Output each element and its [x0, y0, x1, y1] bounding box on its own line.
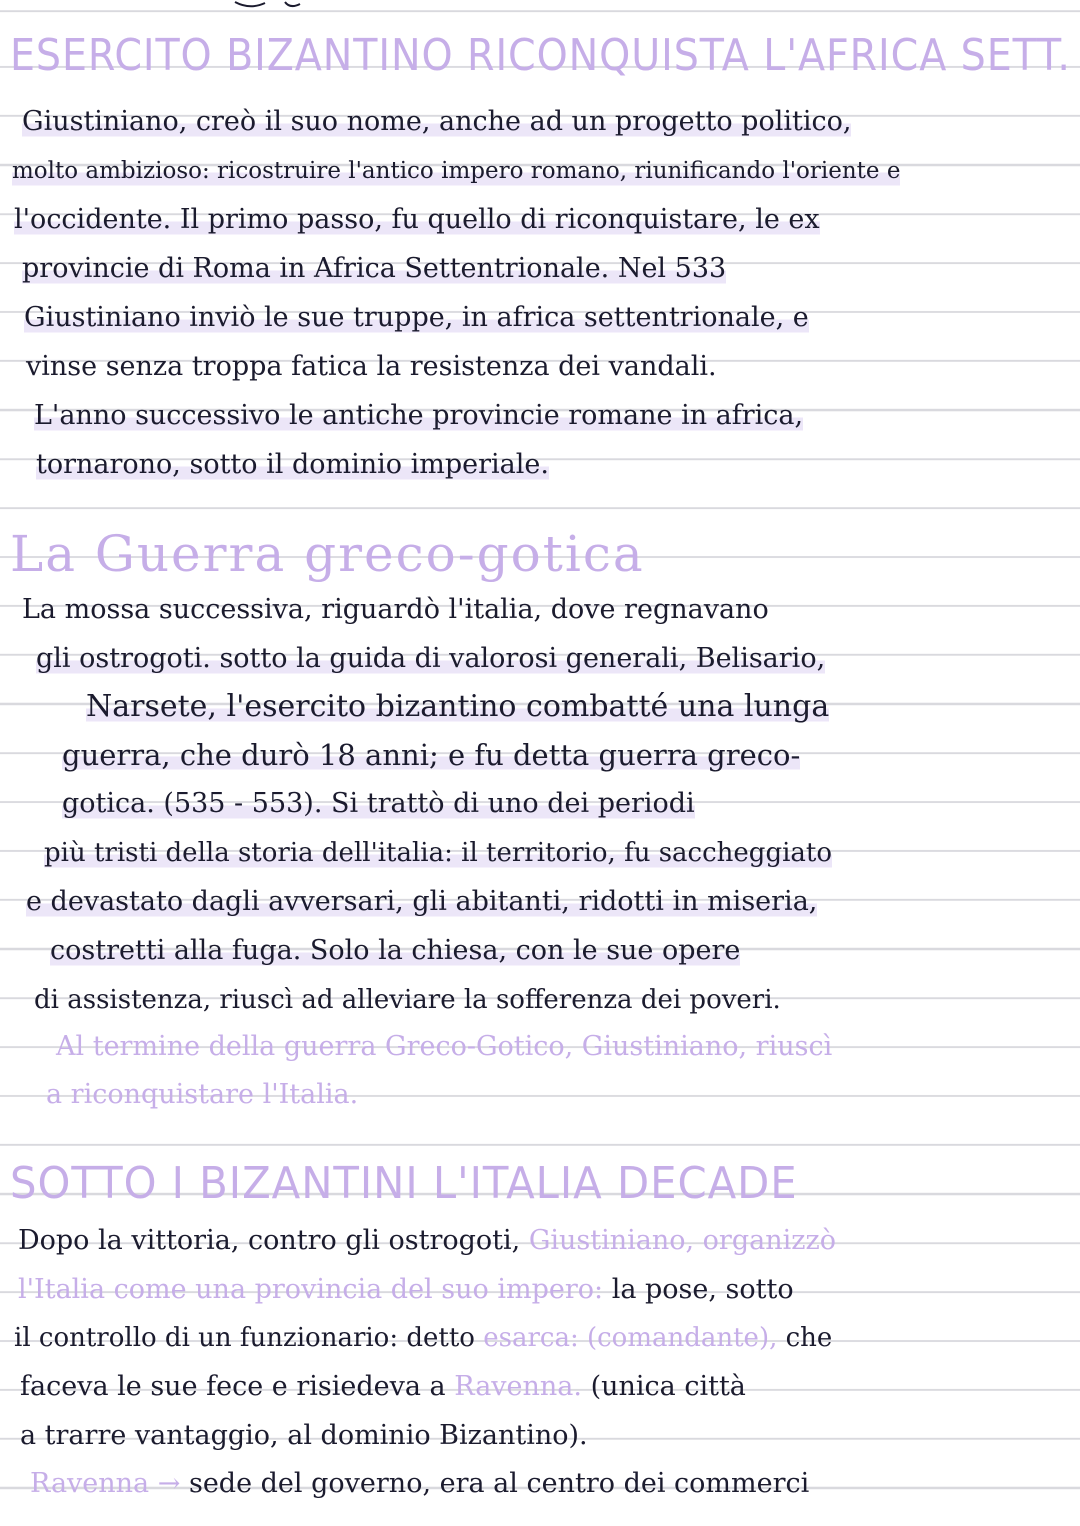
- text-span: la pose, sotto: [611, 1274, 794, 1305]
- section-heading-byzantine-italy: SOTTO I BIZANTINI L'ITALIA DECADE: [10, 1158, 798, 1209]
- text-line: Narsete, l'esercito bizantino combatté una lunga: [86, 689, 830, 724]
- text-line: e devastato dagli avversari, gli abitanti, ridotti in miseria,: [26, 886, 818, 917]
- text-span: sede del governo, era al centro dei commerci: [188, 1468, 810, 1499]
- text-line: vinse senza troppa fatica la resistenza dei vandali.: [26, 351, 717, 382]
- text-span: Dopo la vittoria, contro gli ostrogoti,: [18, 1225, 521, 1256]
- highlight-term: esarca: (comandante),: [483, 1323, 778, 1353]
- text-line: [18, 1224, 836, 1258]
- text-span: (unica città: [590, 1371, 746, 1402]
- highlight-term: Ravenna.: [454, 1371, 582, 1402]
- text-line: [18, 1273, 794, 1307]
- summary-line: Al termine della guerra Greco-Gotico, Giustiniano, riuscì: [56, 1031, 833, 1062]
- text-span: che: [785, 1323, 833, 1353]
- highlight-term: Ravenna: [30, 1468, 150, 1499]
- text-line: costretti alla fuga. Solo la chiesa, con le sue opere: [50, 935, 741, 966]
- text-line: gotica. (535 - 553). Si trattò di uno dei periodi: [62, 788, 695, 819]
- text-line: tornarono, sotto il dominio imperiale.: [36, 449, 549, 480]
- text-line: gli ostrogoti. sotto la guida di valorosi generali, Belisario,: [36, 643, 826, 674]
- top-scribble: [230, 0, 320, 10]
- text-line: l'occidente. Il primo passo, fu quello di riconquistare, le ex: [14, 204, 820, 235]
- text-line: La mossa successiva, riguardò l'italia, dove regnavano: [22, 594, 769, 625]
- text-line: L'anno successivo le antiche provincie romane in africa,: [34, 400, 804, 431]
- text-span: il controllo di un funzionario: detto: [14, 1323, 475, 1353]
- text-line: [14, 1321, 832, 1355]
- text-line: più tristi della storia dell'italia: il territorio, fu saccheggiato: [44, 838, 833, 868]
- text-line: di assistenza, riuscì ad alleviare la sofferenza dei poveri.: [34, 985, 781, 1015]
- text-span: faceva le sue fece e risiedeva a: [20, 1371, 446, 1402]
- text-line: Giustiniano inviò le sue truppe, in africa settentrionale, e: [24, 302, 809, 333]
- highlight-term: Giustiniano, organizzò: [528, 1225, 836, 1256]
- section-heading-africa: ESERCITO BIZANTINO RICONQUISTA L'AFRICA SETT.: [10, 30, 1071, 81]
- text-line: provincie di Roma in Africa Settentrionale. Nel 533: [22, 253, 727, 284]
- text-line: a trarre vantaggio, al dominio Bizantino).: [20, 1420, 588, 1451]
- text-line: [30, 1467, 809, 1501]
- summary-line: a riconquistare l'Italia.: [46, 1079, 359, 1110]
- highlight-term: l'Italia come una provincia del suo impero:: [18, 1274, 604, 1305]
- text-line: molto ambizioso: ricostruire l'antico impero romano, riunificando l'oriente e: [12, 154, 900, 188]
- text-line: Giustiniano, creò il suo nome, anche ad un progetto politico,: [22, 106, 852, 137]
- arrow-icon: →: [157, 1468, 181, 1499]
- section-heading-gothic-war: La Guerra greco-gotica: [10, 525, 645, 583]
- text-line: guerra, che durò 18 anni; e fu detta guerra greco-: [62, 738, 801, 772]
- text-line: [20, 1370, 746, 1404]
